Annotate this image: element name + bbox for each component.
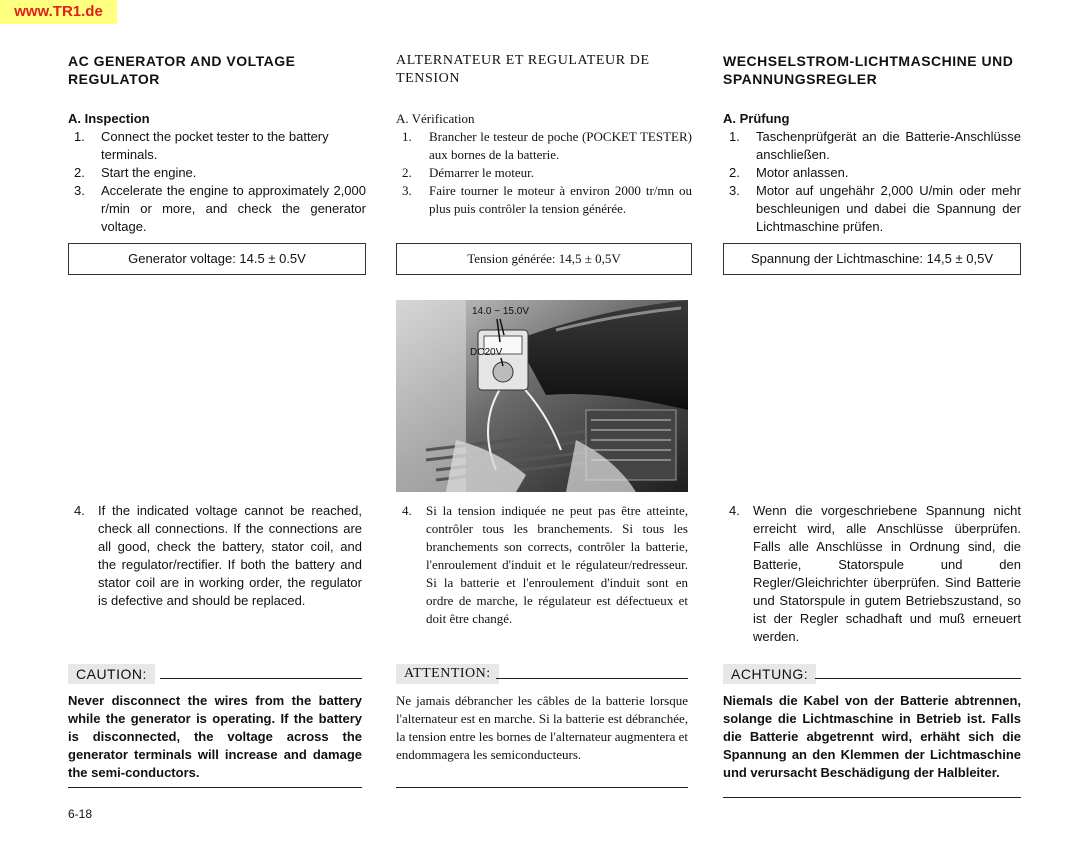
french-step-4 (396, 502, 688, 628)
german-column (723, 52, 1021, 266)
english-title-line-1: AC GENERATOR AND VOLTAGE (68, 53, 296, 69)
french-title-line-2: TENSION (396, 71, 461, 86)
french-column (396, 52, 692, 266)
english-section-heading: A. Inspection (68, 111, 150, 126)
french-spec-box: Tension générée: 14,5 ± 0,5V (396, 243, 692, 275)
step-text: Wenn die vorgeschriebene Spannung nicht erreicht wird, alle Anschlüsse überprüfen. Falls alle Anschlüsse in Ordnung sind, die Batterie, Statorspule und den Regler/Gleichrichter überprüfen. Sind Batterie und Statorspule in gutem Betriebszustand, so ist der Regler schadhaft und muß erneuert werden. (753, 503, 1021, 644)
step-text: Si la tension indiquée ne peut pas être atteinte, contrôler tous les branchements. Si tous les branchements son corrects, contrôler la batterie, l'enroulement d'induit et le régulateur/redresseur. Si la batterie et l'enroulement d'induit sont en ordre de marche, le régulateur est défectueux et doit être changé. (426, 503, 688, 626)
french-step-3 (396, 182, 692, 218)
english-step-4 (68, 502, 362, 610)
caution-rule (160, 678, 362, 679)
step-number: 3. (402, 183, 412, 198)
caution-rule (496, 678, 688, 679)
step-text: Start the engine. (101, 165, 197, 180)
german-steps (723, 128, 1021, 236)
step-text: Faire tourner le moteur à environ 2000 tr/mn ou plus puis contrôler la tension générée. (429, 183, 692, 216)
german-spec-box: Spannung der Lichtmaschine: 14,5 ± 0,5V (723, 243, 1021, 275)
french-title-line-1: ALTERNATEUR ET REGULATEUR DE (396, 53, 650, 68)
step-number: 4. (74, 503, 85, 518)
step-number: 2. (729, 165, 740, 180)
step-text: Brancher le testeur de poche (POCKET TESTER) aux bornes de la batterie. (429, 129, 692, 162)
english-caution (68, 664, 362, 782)
english-title (68, 52, 366, 92)
french-step-1 (396, 128, 692, 164)
step-number: 1. (74, 129, 85, 144)
photo-range-label: 14.0 ~ 15.0V (472, 306, 529, 317)
caution-text: Niemals die Kabel von der Batterie abtrennen, solange die Lichtmaschine in Betrieb ist. Falls die Batterie abgetrennt wird, erhäht sich die Spannung an den Klemmen der Lichtmaschine und verursacht Beschädigung der Halbleiter. (723, 693, 1021, 780)
french-step-2 (396, 164, 692, 182)
english-spec-box: Generator voltage: 14.5 ± 0.5V (68, 243, 366, 275)
french-caution (396, 664, 688, 764)
step-number: 3. (729, 183, 740, 198)
french-section-heading: A. Vérification (396, 111, 475, 126)
caution-header (396, 664, 688, 690)
step-text: Taschenprüfgerät an die Batterie-Anschlüsse anschließen. (756, 129, 1021, 162)
caution-rule (815, 678, 1021, 679)
caution-text: Never disconnect the wires from the battery while the generator is operating. If the battery is disconnected, the voltage across the generator terminals will increase and damage the semi-conductors. (68, 693, 362, 780)
caution-header (723, 664, 1021, 690)
step-number: 4. (402, 503, 412, 518)
caution-label: CAUTION: (68, 664, 155, 684)
caution-text: Ne jamais débrancher les câbles de la batterie lorsque l'alternateur est en marche. Si la batterie est débranchée, la tension entre les bornes de l'alternateur augmentera et endommagera les semiconducteurs. (396, 693, 688, 762)
step-number: 1. (729, 129, 740, 144)
german-title-line-1: WECHSELSTROM-LICHTMASCHINE UND (723, 53, 1014, 69)
step-text: Motor auf ungehähr 2,000 U/min oder mehr beschleunigen und dabei die Spannung der Lichtmaschine prüfen. (756, 183, 1021, 234)
step-text: Connect the pocket tester to the battery terminals. (101, 129, 329, 162)
step-number: 4. (729, 503, 740, 518)
engine-tester-photo (396, 300, 688, 492)
step-number: 2. (74, 165, 85, 180)
german-step-4 (723, 502, 1021, 646)
caution-label: ACHTUNG: (723, 664, 816, 684)
step-text: Motor anlassen. (756, 165, 849, 180)
german-step-2 (723, 164, 1021, 182)
english-step-1 (68, 128, 366, 164)
german-step-3 (723, 182, 1021, 236)
german-title (723, 52, 1021, 92)
french-end-rule (396, 787, 688, 788)
german-title-line-2: SPANNUNGSREGLER (723, 71, 878, 87)
english-steps (68, 128, 366, 236)
german-end-rule (723, 797, 1021, 798)
photo-meter-label: DC20V (470, 347, 503, 358)
english-title-line-2: REGULATOR (68, 71, 160, 87)
step-number: 1. (402, 129, 412, 144)
step-text: Démarrer le moteur. (429, 165, 535, 180)
english-end-rule (68, 787, 362, 788)
german-section-heading: A. Prüfung (723, 111, 790, 126)
step-text: Accelerate the engine to approximately 2,000 r/min or more, and check the generator voltage. (101, 183, 366, 234)
page-number: 6-18 (68, 807, 93, 821)
english-step-3 (68, 182, 366, 236)
german-caution (723, 664, 1021, 782)
site-logo[interactable]: www.TR1.de (0, 0, 117, 24)
german-step-1 (723, 128, 1021, 164)
french-steps (396, 128, 692, 218)
english-column (68, 52, 366, 266)
caution-label: ATTENTION: (396, 664, 499, 684)
step-text: If the indicated voltage cannot be reached, check all connections. If the connections are all good, check the battery, stator coil, and the regulator/rectifier. If both the battery and stator coil are in working order, the regulator is defective and should be replaced. (98, 503, 362, 608)
english-step-2 (68, 164, 366, 182)
step-number: 3. (74, 183, 85, 198)
step-number: 2. (402, 165, 412, 180)
caution-header (68, 664, 362, 690)
french-title (396, 52, 692, 92)
